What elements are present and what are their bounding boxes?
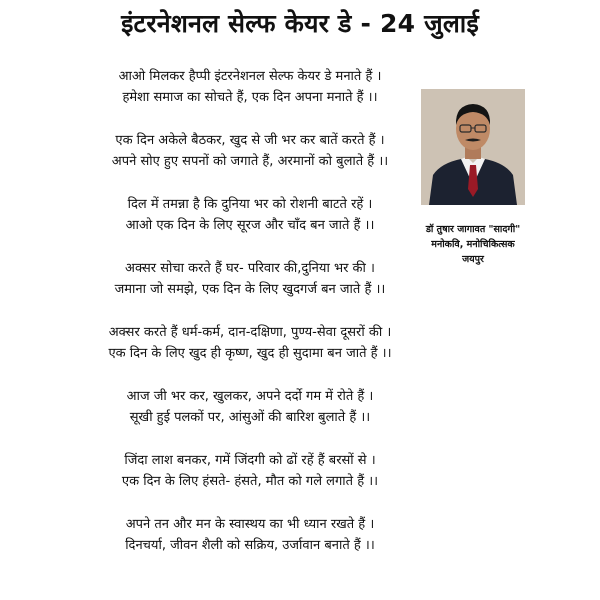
poem-line: अक्सर करते हैं धर्म-कर्म, दान-दक्षिणा, पुण्य-सेवा दूसरों की ।: [108, 325, 392, 340]
author-role: मनोकवि, मनोचिकित्सक: [431, 239, 515, 250]
page-title: इंटरनेशनल सेल्फ केयर डे - 24 जुलाई: [121, 9, 479, 38]
stanza: [60, 194, 440, 236]
stanza: [60, 386, 440, 428]
author-caption: [410, 222, 536, 267]
poem-line: एक दिन के लिए हंसते- हंसते, मौत को गले लगाते हैं ।।: [121, 474, 379, 489]
poem-line: दिनचर्या, जीवन शैली को सक्रिय, उर्जावान बनाते हैं ।।: [125, 538, 375, 553]
poem-line: आओ एक दिन के लिए सूरज और चाँद बन जाते हैं ।।: [125, 218, 375, 233]
poem-line: जिंदा लाश बनकर, गमें जिंदगी को ढों रहें हैं बरसों से ।: [124, 453, 376, 468]
stanza: [60, 450, 440, 492]
poem-line: एक दिन अकेले बैठकर, खुद से जी भर कर बातें करते हैं ।: [115, 133, 385, 148]
poem-line: अपने सोए हुए सपनों को जगाते हैं, अरमानों को बुलाते हैं ।।: [111, 154, 389, 169]
poem-line: एक दिन के लिए खुद ही कृष्ण, खुद ही सुदामा बन जाते हैं ।।: [108, 346, 392, 361]
stanza: [60, 514, 440, 556]
poem-line: आओ मिलकर हैप्पी इंटरनेशनल सेल्फ केयर डे मनाते हैं ।: [118, 69, 382, 84]
portrait-image: [421, 89, 525, 205]
stanza: [60, 258, 440, 300]
poem-line: जमाना जो समझे, एक दिन के लिए खुदगर्ज बन जाते हैं ।।: [114, 282, 386, 297]
stanza: [60, 66, 440, 108]
poem-line: अपने तन और मन के स्वास्थय का भी ध्यान रखते हैं ।: [125, 517, 375, 532]
poem: [60, 66, 440, 578]
author-name: डॉ तुषार जागावत "सादगी": [425, 224, 521, 235]
stanza: [60, 322, 440, 364]
author-city: जयपुर: [462, 254, 484, 265]
poem-line: आज जी भर कर, खुलकर, अपने दर्दो गम में रोते हैं ।: [126, 389, 374, 404]
stanza: [60, 130, 440, 172]
poem-line: हमेशा समाज का सोचते हैं, एक दिन अपना मनाते हैं ।।: [122, 90, 378, 105]
poem-line: सूखी हुई पलकों पर, आंसुओं की बारिश बुलाते हैं ।।: [129, 410, 371, 425]
poem-line: दिल में तमन्ना है कि दुनिया भर को रोशनी बाटते रहें ।: [127, 197, 373, 212]
poem-line: अक्सर सोचा करते हैं घर- परिवार की,दुनिया भर की ।: [125, 261, 375, 276]
author-photo: [421, 89, 525, 205]
